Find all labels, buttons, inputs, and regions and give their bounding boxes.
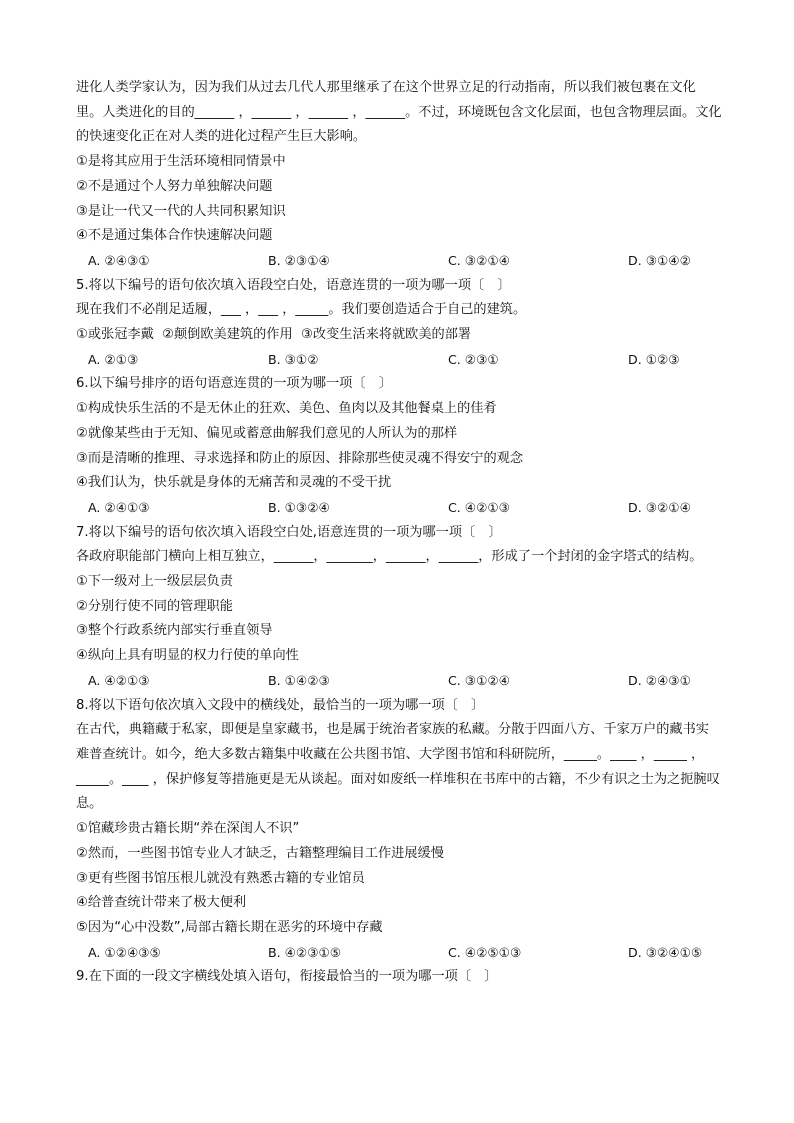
q8-options [76, 941, 722, 966]
q6-options [76, 496, 722, 521]
q5-option-b[interactable]: B. ③①② [268, 351, 319, 367]
q5-stem: 现在我们不必削足适履，___ ，___ ，_____。我们要创造适合于自己的建筑。 [76, 302, 527, 318]
q6-title: 6.以下编号排序的语句语意连贯的一项为哪一项〔 〕 [76, 376, 392, 392]
q5-option-a[interactable]: A. ②①③ [88, 351, 139, 367]
q7-title: 7.将以下编号的语句依次填入语段空白处,语意连贯的一项为哪一项〔 〕 [76, 524, 502, 540]
q7-options [76, 669, 722, 694]
q4-stem: 进化人类学家认为，因为我们从过去几代人那里继承了在这个世界立足的行动指南，所以我们被包裹在文化里。人类进化的目的______ ，______ ，______ ，______。不过，环境既包含文化层面，也包含物理层面。文化的快速变化正在对人类的进化过程产生巨大影响。 [76, 80, 722, 145]
q8-item-1: ①馆藏珍贵古籍长期“养在深闺人不识” [76, 821, 300, 837]
q8-option-d[interactable]: D. ③②④①⑤ [628, 944, 703, 960]
q8-item-4: ④给普查统计带来了极大便利 [76, 895, 247, 911]
q4-option-d[interactable]: D. ③①④② [628, 252, 691, 268]
q4-option-b[interactable]: B. ②③①④ [268, 252, 330, 268]
q4-options [76, 249, 722, 274]
q5-title: 5.将以下编号的语句依次填入语段空白处，语意连贯的一项为哪一项〔 〕 [76, 277, 511, 293]
q8-stem: 在古代，典籍藏于私家，即便是皇家藏书，也是属于统治者家族的私藏。分散于四面八方、千家万户的藏书实难普查统计。如今，绝大多数古籍集中收藏在公共图书馆、大学图书馆和科研院所，_____。____ ，_____ ，_____。____ ，保护修复等措施更是无从谈起。面对如废纸一样堆积在书库中的古籍，不少有识之士为之扼腕叹息。 [76, 722, 720, 812]
q7-option-a[interactable]: A. ④②①③ [88, 672, 150, 688]
q4-item-3: ③是让一代又一代的人共同积累知识 [76, 203, 286, 219]
q7-option-b[interactable]: B. ①④②③ [268, 672, 330, 688]
q5-options [76, 348, 722, 373]
q4-item-2: ②不是通过个人努力单独解决问题 [76, 178, 273, 194]
q6-option-d[interactable]: D. ③②①④ [628, 499, 691, 515]
q8-option-c[interactable]: C. ④②⑤①③ [448, 944, 522, 960]
q7-stem: 各政府职能部门横向上相互独立，______，_______，______，______，形成了一个封闭的金字塔式的结构。 [76, 549, 703, 565]
q4-option-a[interactable]: A. ②④③① [88, 252, 150, 268]
q5-option-d[interactable]: D. ①②③ [628, 351, 680, 367]
q8-title: 8.将以下语句依次填入文段中的横线处，最恰当的一项为哪一项〔 〕 [76, 697, 485, 713]
q8-option-a[interactable]: A. ①②④③⑤ [88, 944, 161, 960]
q9-title: 9.在下面的一段文字横线处填入语句，衔接最恰当的一项为哪一项〔 〕 [76, 969, 498, 985]
q6-option-a[interactable]: A. ②④①③ [88, 499, 150, 515]
q7-item-2: ②分别行使不同的管理职能 [76, 598, 233, 614]
q7-item-3: ③整个行政系统内部实行垂直领导 [76, 623, 273, 639]
q8-option-b[interactable]: B. ④②③①⑤ [268, 944, 342, 960]
q7-option-c[interactable]: C. ③①②④ [448, 672, 510, 688]
q4-option-c[interactable]: C. ③②①④ [448, 252, 510, 268]
q8-item-2: ②然而，一些图书馆专业人才缺乏，古籍整理编目工作进展缓慢 [76, 845, 444, 861]
q7-item-1: ①下一级对上一级层层负责 [76, 574, 233, 590]
q4-item-4: ④不是通过集体合作快速解决问题 [76, 228, 273, 244]
q5-option-c[interactable]: C. ②③① [448, 351, 499, 367]
q6-option-b[interactable]: B. ①③②④ [268, 499, 330, 515]
q6-item-4: ④我们认为，快乐就是身体的无痛苦和灵魂的不受干扰 [76, 475, 392, 491]
q7-item-4: ④纵向上具有明显的权力行使的单向性 [76, 648, 299, 664]
q8-item-3: ③更有些图书馆压根儿就没有熟悉古籍的专业馆员 [76, 870, 365, 886]
q5-items: ①或张冠李戴 ②颠倒欧美建筑的作用 ③改变生活来将就欧美的部署 [76, 327, 472, 343]
q8-item-5: ⑤因为“心中没数”,局部古籍长期在恶劣的环境中存藏 [76, 919, 383, 935]
q6-option-c[interactable]: C. ④②①③ [448, 499, 510, 515]
q6-item-2: ②就像某些由于无知、偏见或蓄意曲解我们意见的人所认为的那样 [76, 425, 458, 441]
q6-item-1: ①构成快乐生活的不是无休止的狂欢、美色、鱼肉以及其他餐桌上的佳肴 [76, 401, 497, 417]
exam-page [76, 76, 722, 990]
q7-option-d[interactable]: D. ②④③① [628, 672, 691, 688]
q6-item-3: ③而是清晰的推理、寻求选择和防止的原因、排除那些使灵魂不得安宁的观念 [76, 450, 524, 466]
q4-item-1: ①是将其应用于生活环境相同情景中 [76, 154, 286, 170]
